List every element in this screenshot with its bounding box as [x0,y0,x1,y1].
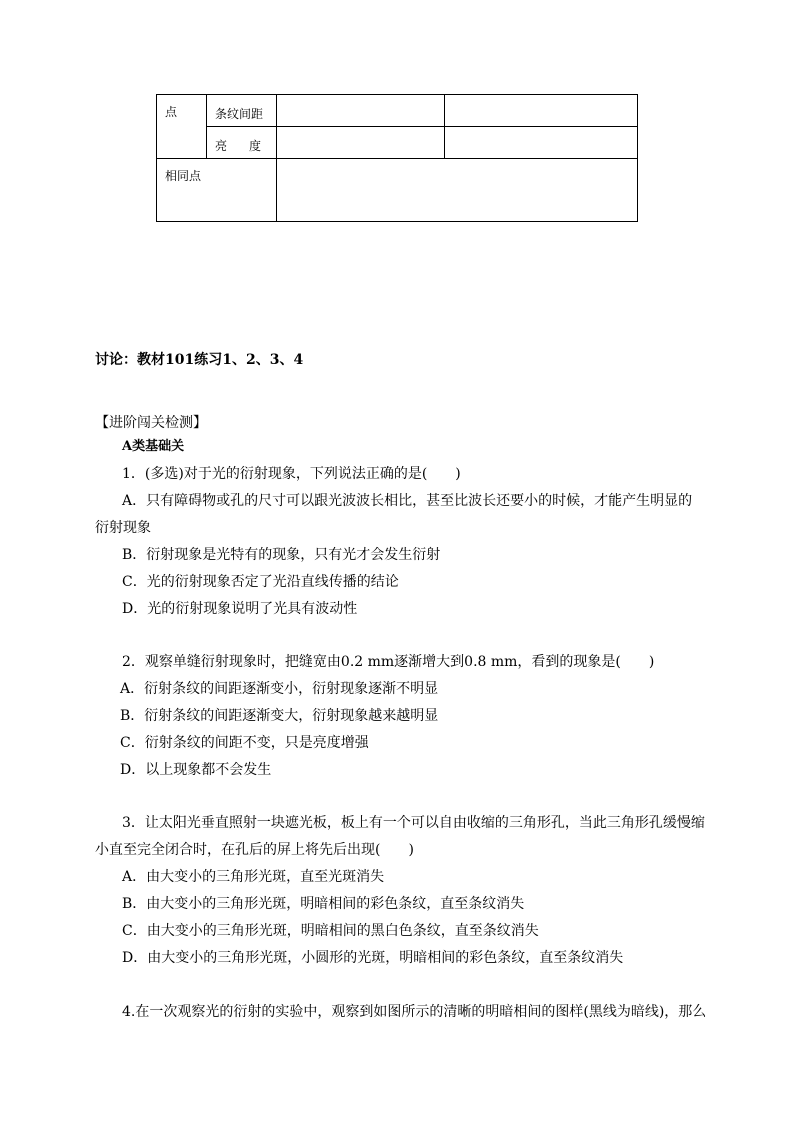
q1-option-a: A．只有障碍物或孔的尺寸可以跟光波波长相比，甚至比波长还要小的时候，才能产生明显的 [122,493,693,509]
q1-option-a-cont: 衍射现象 [95,520,151,536]
table-cell-empty [277,95,445,127]
q3-option-b: B．由大变小的三角形光斑，明暗相间的彩色条纹，直至条纹消失 [122,896,525,912]
q3-option-a: A．由大变小的三角形光斑，直至光斑消失 [122,869,385,885]
comparison-table [156,94,638,222]
q2-stem: 2．观察单缝衍射现象时，把缝宽由0.2 mm逐渐增大到0.8 mm，看到的现象是( ) [122,654,655,670]
q3-option-d: D．由大变小的三角形光斑，小圆形的光斑，明暗相间的彩色条纹，直至条纹消失 [122,950,624,966]
table-cell-empty [277,159,638,222]
q2-option-a: A．衍射条纹的间距逐渐变小，衍射现象逐渐不明显 [120,681,439,697]
table-cell-empty [277,127,445,159]
table-cell-point: 点 [157,95,207,159]
q3-stem-cont: 小直至完全闭合时，在孔后的屏上将先后出现( ) [95,842,414,858]
q3-option-c: C．由大变小的三角形光斑，明暗相间的黑白色条纹，直至条纹消失 [122,923,539,939]
discussion-line: 讨论：教材101练习1、2、3、4 [95,352,304,368]
table-cell-empty [445,95,638,127]
level-a-heading: A类基础关 [122,439,185,454]
q1-option-b: B．衍射现象是光特有的现象，只有光才会发生衍射 [122,547,441,563]
table-cell-brightness-label: 亮 度 [207,127,277,159]
q2-option-b: B．衍射条纹的间距逐渐变大，衍射现象越来越明显 [120,708,439,724]
table-cell-same-label: 相同点 [157,159,277,222]
q1-stem: 1．(多选)对于光的衍射现象，下列说法正确的是( ) [122,466,461,482]
q1-option-d: D．光的衍射现象说明了光具有波动性 [122,601,358,617]
q2-option-d: D．以上现象都不会发生 [120,762,272,778]
section-title: 【进阶闯关检测】 [95,415,207,431]
table-cell-empty [445,127,638,159]
q1-option-c: C．光的衍射现象否定了光沿直线传播的结论 [122,574,399,590]
q2-option-c: C．衍射条纹的间距不变，只是亮度增强 [120,735,369,751]
q4-stem: 4.在一次观察光的衍射的实验中，观察到如图所示的清晰的明暗相间的图样(黑线为暗线)，那么 [122,1004,707,1020]
q3-stem: 3．让太阳光垂直照射一块遮光板，板上有一个可以自由收缩的三角形孔，当此三角形孔缓慢缩 [122,815,705,831]
table-cell-spacing-label: 条纹间距 [207,95,277,127]
